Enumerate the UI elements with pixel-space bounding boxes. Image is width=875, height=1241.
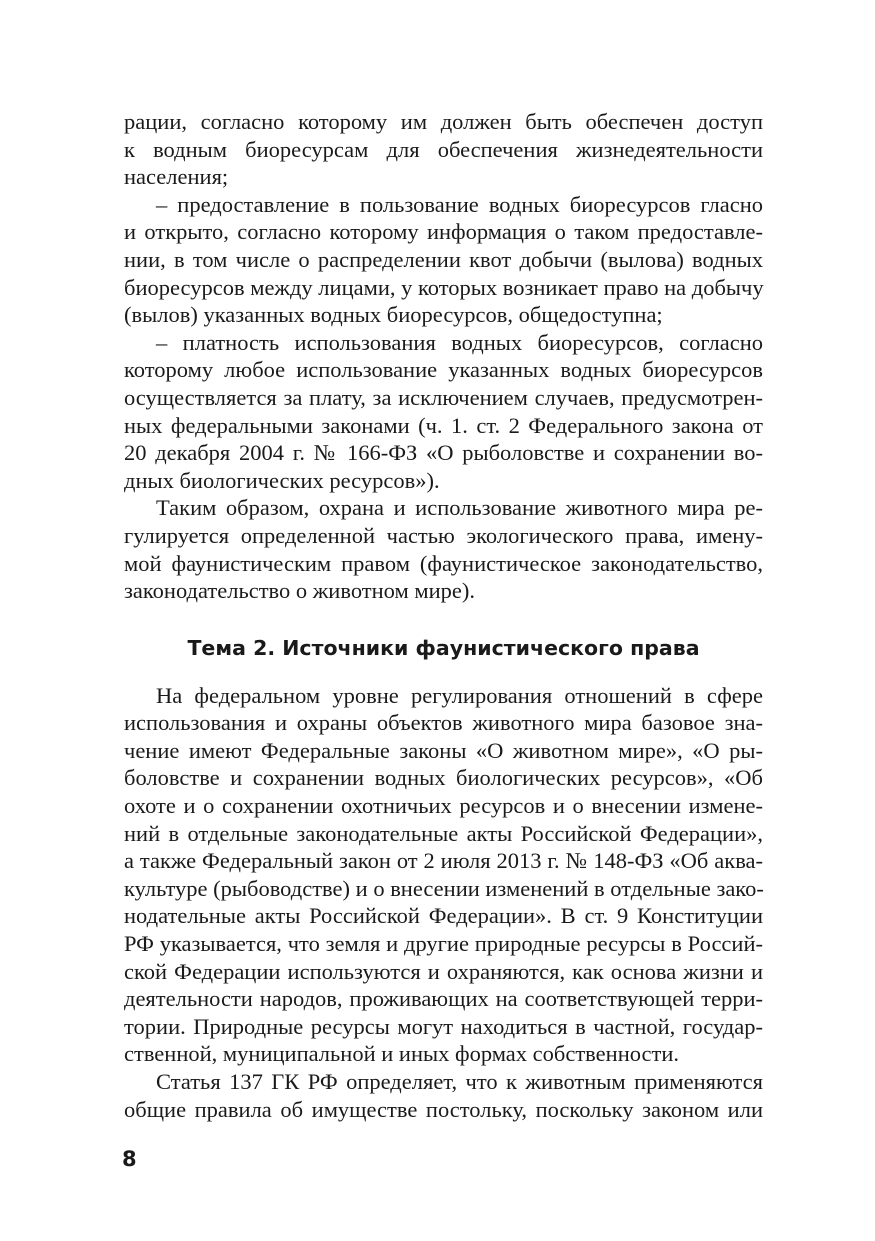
text-line: нодательные акты Российской Федерации». В ст. 9 Конституции [124,903,763,929]
text-before-heading [124,108,763,605]
text-line: биоресурсов между лицами, у которых возникает право на добычу [124,274,764,300]
text-line: осуществляется за плату, за исключением случаев, предусмотрен- [124,384,763,410]
text-line: и открыто, согласно которому информация о таком предоставле- [124,219,763,245]
text-line: ных федеральными законами (ч. 1. ст. 2 Федерального закона от [124,412,763,438]
text-after-heading [124,682,763,1124]
section-heading: Тема 2. Источники фаунистического права [187,635,700,660]
text-line: – платность использования водных биоресурсов, согласно [156,329,763,355]
text-line: а также Федеральный закон от 2 июля 2013 г. № 148-ФЗ «Об аква- [124,848,763,874]
text-line: мой фаунистическим правом (фаунистическое законодательство, [124,550,763,576]
text-line: которому любое использование указанных водных биоресурсов [124,357,763,383]
paragraph [124,682,763,1068]
page-body [124,108,763,1123]
text-line: РФ указывается, что земля и другие природные ресурсы в Россий- [124,931,763,957]
paragraph [124,494,763,604]
text-line: ской Федерации используются и охраняются, как основа жизни и [124,958,763,984]
paragraph [124,1068,763,1123]
text-line: Таким образом, охрана и использование животного мира ре- [156,495,763,521]
text-line: 20 декабря 2004 г. № 166-ФЗ «О рыболовстве и сохранении во- [124,440,763,466]
text-line: ственной, муниципальной и иных формах собственности. [124,1041,680,1067]
text-line: рации, согласно которому им должен быть обеспечен доступ [124,109,763,134]
text-line: боловстве и сохранении водных биологических ресурсов», «Об [124,765,763,791]
text-line: к водным биоресурсам для обеспечения жизнедеятельности [124,136,763,162]
text-line: нии, в том числе о распределении квот добычи (вылова) водных [124,246,763,272]
paragraph [124,329,763,495]
text-line: использования и охраны объектов животного мира базовое зна- [124,710,763,736]
text-line: охоте и о сохранении охотничьих ресурсов и о внесении измене- [124,793,763,819]
text-line: дных биологических ресурсов»). [124,467,440,493]
text-line: деятельности народов, проживающих на соответствующей терри- [124,986,763,1012]
text-line: чение имеют Федеральные законы «О животном мире», «О ры- [124,737,763,763]
text-line: гулируется определенной частью экологического права, имену- [124,522,763,548]
text-line: общие правила об имуществе постольку, поскольку законом или [124,1096,763,1122]
text-line: На федеральном уровне регулирования отношений в сфере [156,682,763,708]
text-line: – предоставление в пользование водных биоресурсов гласно [156,191,763,217]
text-line: ний в отдельные законодательные акты Российской Федерации», [124,820,763,846]
paragraph [124,108,763,191]
text-line: (вылов) указанных водных биоресурсов, общедоступна; [124,302,663,328]
text-line: Статья 137 ГК РФ определяет, что к животным применяются [156,1069,763,1094]
text-line: тории. Природные ресурсы могут находиться в частной, государ- [124,1013,763,1039]
page-number: 8 [122,1147,137,1171]
text-line: законодательство о животном мире). [124,578,475,604]
text-line: культуре (рыбоводстве) и о внесении изменений в отдельные зако- [124,875,764,901]
paragraph [124,191,763,329]
text-line: населения; [124,164,229,190]
